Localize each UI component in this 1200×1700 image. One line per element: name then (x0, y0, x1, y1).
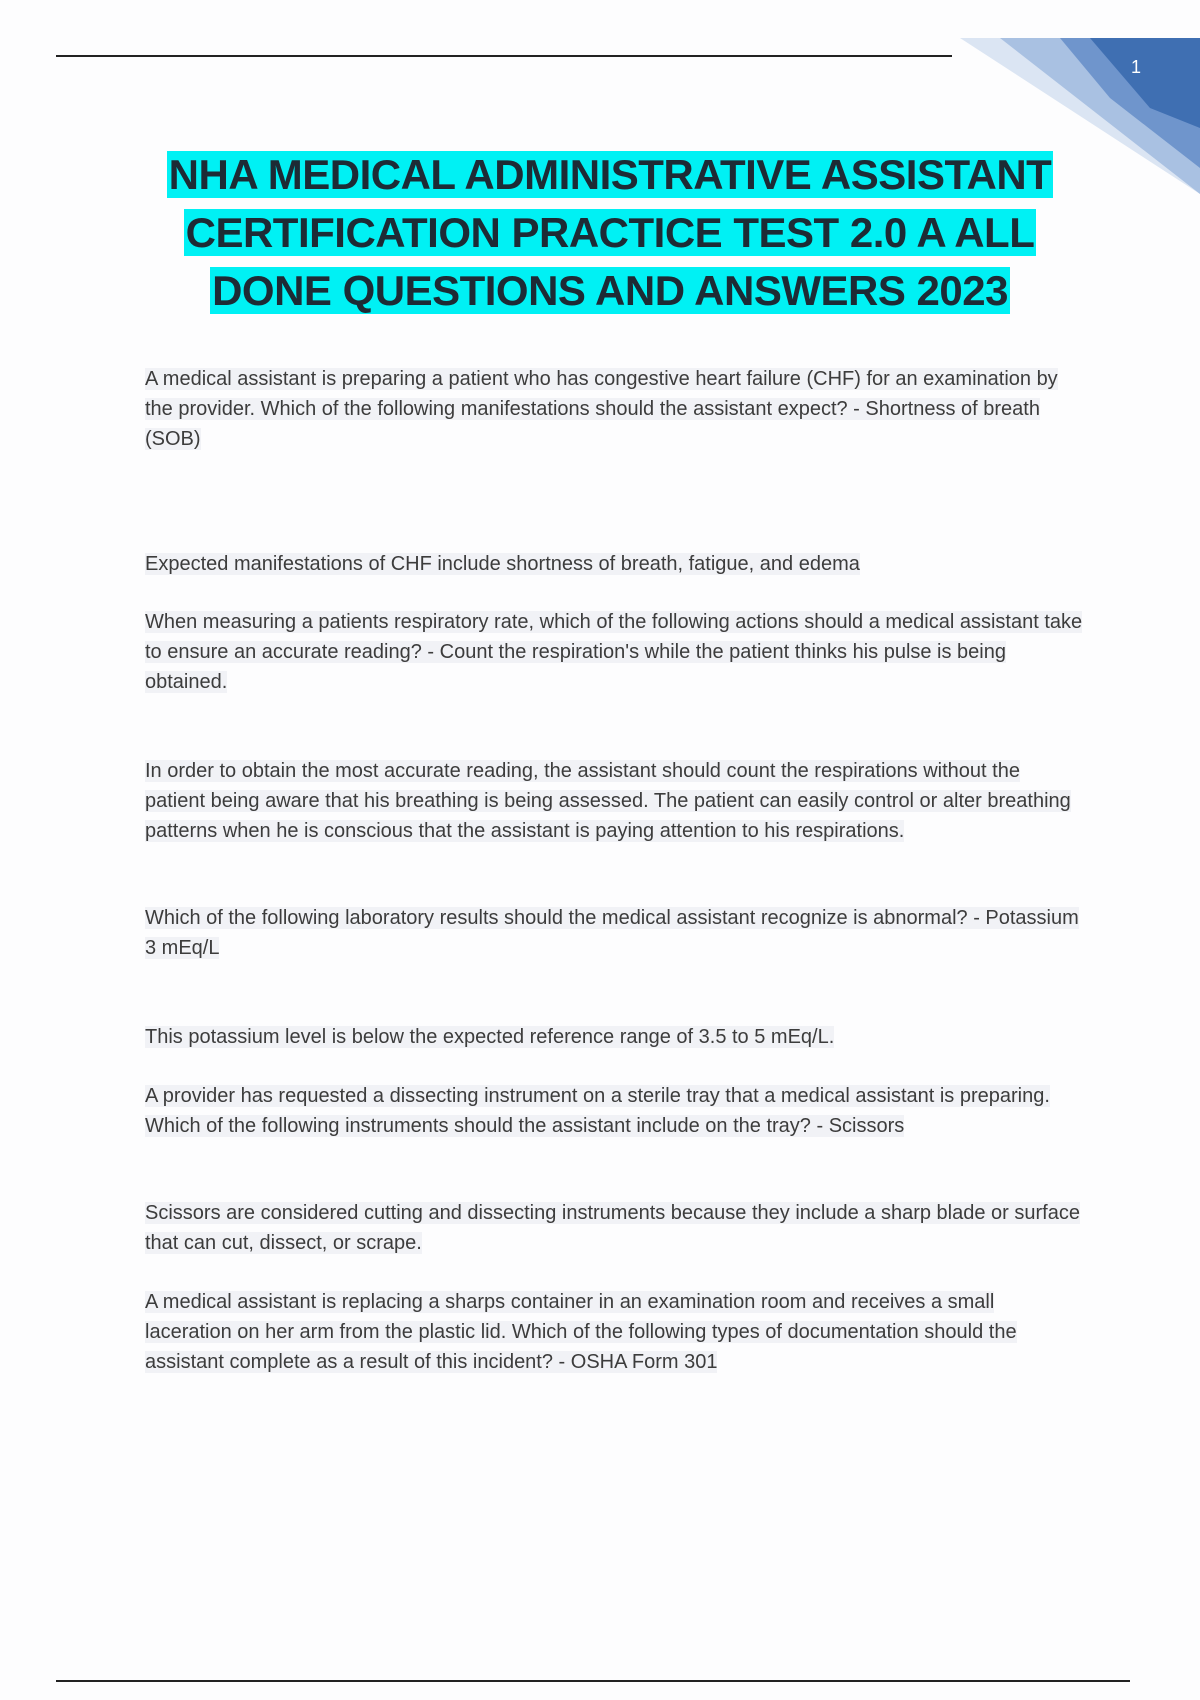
paragraph-q4: A provider has requested a dissecting instrument on a sterile tray that a medical assistant is preparing. Which of the following instruments should the assistant include on the tray? - Scissors (145, 1085, 1050, 1137)
footer-rule (56, 1680, 1130, 1682)
paragraph-a1: Expected manifestations of CHF include shortness of breath, fatigue, and edema (145, 553, 860, 575)
paragraph-q2: When measuring a patients respiratory rate, which of the following actions should a medical assistant take to ensure an accurate reading? - Count the respiration's while the patient thinks his pulse is being obtained. (145, 611, 1083, 693)
paragraph-a4: Scissors are considered cutting and dissecting instruments because they include a sharp blade or surface that can cut, dissect, or scrape. (145, 1202, 1080, 1254)
page-number: 1 (1130, 57, 1141, 77)
document-title (120, 146, 1100, 320)
paragraph-q5: A medical assistant is replacing a sharps container in an examination room and receives a small laceration on her arm from the plastic lid. Which of the following types of documentation should the assistant complete as a result of this incident? - OSHA Form 301 (145, 1291, 1017, 1373)
paragraph-q1: A medical assistant is preparing a patient who has congestive heart failure (CHF) for an examination by the provider. Which of the following manifestations should the assistant expect? - Shortness of breath (SOB) (145, 368, 1058, 450)
paragraph-a3: This potassium level is below the expected reference range of 3.5 to 5 mEq/L. (145, 1026, 835, 1048)
header-rule (56, 55, 952, 57)
paragraph-a2: In order to obtain the most accurate reading, the assistant should count the respirations without the patient being aware that his breathing is being assessed. The patient can easily control or alter breathing patterns when he is conscious that the assistant is paying attention to his respirations. (145, 760, 1071, 842)
paragraph-q3: Which of the following laboratory results should the medical assistant recognize is abnormal? - Potassium 3 mEq/L (145, 907, 1079, 959)
title-text: NHA MEDICAL ADMINISTRATIVE ASSISTANT CERTIFICATION PRACTICE TEST 2.0 A ALL DONE QUESTIONS AND ANSWERS 2023 (168, 151, 1052, 314)
